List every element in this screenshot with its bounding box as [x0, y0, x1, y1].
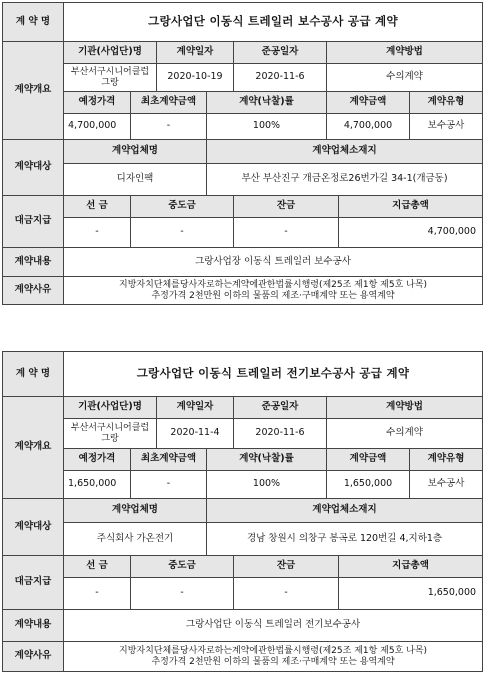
balance-header: 잔금 [234, 196, 339, 218]
company-address-value: 경남 창원시 의창구 봉곡로 120번길 4,지하1층 [207, 523, 483, 556]
agency-value: 부산서구시니어클럽 그랑 [64, 64, 157, 92]
content-label: 계약내용 [3, 248, 64, 277]
agency-header: 기관(사업단)명 [64, 397, 157, 419]
rate-value: 100% [207, 471, 327, 499]
interim-header: 중도금 [131, 196, 234, 218]
type-value: 보수공사 [410, 114, 483, 140]
agency-value: 부산서구시니어클럽 그랑 [64, 419, 157, 449]
min-amount-value: - [131, 471, 207, 499]
contract-table-1 [2, 2, 483, 305]
agency-header: 기관(사업단)명 [64, 42, 157, 64]
reason-label: 계약사유 [3, 642, 64, 672]
total-paid-header: 지급총액 [339, 196, 483, 218]
reason-value [64, 642, 483, 672]
contract-name-label: 계 약 명 [3, 3, 64, 42]
completion-date-value: 2020-11-6 [234, 64, 327, 92]
overview-label: 계약개요 [3, 397, 64, 499]
contract-date-header: 계약일자 [157, 42, 234, 64]
payment-label: 대금지급 [3, 196, 64, 248]
completion-date-header: 준공일자 [234, 397, 327, 419]
amount-header: 계약금액 [327, 449, 410, 471]
contract-date-value: 2020-10-19 [157, 64, 234, 92]
type-header: 계약유형 [410, 449, 483, 471]
rate-header: 계약(낙찰)률 [207, 449, 327, 471]
reason-line-2: 추정가격 2천만원 이하의 물품의 제조·구매계약 또는 용역계약 [151, 290, 395, 301]
rate-header: 계약(낙찰)률 [207, 92, 327, 114]
interim-value: - [131, 218, 234, 248]
reason-line-1: 지방자치단체를당사자로하는계약에관한법률시행령(제25조 제1항 제5호 나목) [119, 280, 428, 291]
estimated-price-value: 1,650,000 [64, 471, 131, 499]
rate-value: 100% [207, 114, 327, 140]
method-value: 수의계약 [327, 419, 483, 449]
amount-value: 1,650,000 [327, 471, 410, 499]
advance-value: - [64, 578, 131, 610]
target-label: 계약대상 [3, 140, 64, 196]
balance-value: - [234, 578, 339, 610]
method-value: 수의계약 [327, 64, 483, 92]
interim-header: 중도금 [131, 556, 234, 578]
reason-label: 계약사유 [3, 277, 64, 305]
interim-value: - [131, 578, 234, 610]
reason-line-2: 추정가격 2천만원 이하의 물품의 제조·구매계약 또는 용역계약 [151, 656, 395, 667]
company-header: 계약업체명 [64, 140, 207, 164]
contract-date-header: 계약일자 [157, 397, 234, 419]
target-label: 계약대상 [3, 499, 64, 556]
balance-value: - [234, 218, 339, 248]
completion-date-header: 준공일자 [234, 42, 327, 64]
balance-header: 잔금 [234, 556, 339, 578]
min-amount-header: 최초계약금액 [131, 449, 207, 471]
company-header: 계약업체명 [64, 499, 207, 523]
payment-label: 대금지급 [3, 556, 64, 610]
contract-name-label: 계 약 명 [3, 352, 64, 397]
estimated-price-header: 예정가격 [64, 449, 131, 471]
reason-value [64, 277, 483, 305]
company-address-header: 계약업체소재지 [207, 499, 483, 523]
type-value: 보수공사 [410, 471, 483, 499]
advance-header: 선 금 [64, 196, 131, 218]
content-label: 계약내용 [3, 610, 64, 642]
reason-line-1: 지방자치단체를당사자로하는계약에관한법률시행령(제25조 제1항 제5호 나목) [119, 646, 428, 657]
method-header: 계약방법 [327, 397, 483, 419]
contract-title: 그랑사업단 이동식 트레일러 보수공사 공급 계약 [64, 3, 483, 42]
min-amount-header: 최초계약금액 [131, 92, 207, 114]
contract-title: 그랑사업단 이동식 트레일러 전기보수공사 공급 계약 [64, 352, 483, 397]
company-value: 주식회사 가온전기 [64, 523, 207, 556]
total-paid-header: 지급총액 [339, 556, 483, 578]
estimated-price-value: 4,700,000 [64, 114, 131, 140]
advance-value: - [64, 218, 131, 248]
overview-label: 계약개요 [3, 42, 64, 140]
total-paid-value: 1,650,000 [339, 578, 483, 610]
method-header: 계약방법 [327, 42, 483, 64]
type-header: 계약유형 [410, 92, 483, 114]
contract-table-2 [2, 351, 483, 672]
total-paid-value: 4,700,000 [339, 218, 483, 248]
amount-header: 계약금액 [327, 92, 410, 114]
min-amount-value: - [131, 114, 207, 140]
content-value: 그랑사업장 이동식 트레일러 보수공사 [64, 248, 483, 277]
company-address-header: 계약업체소재지 [207, 140, 483, 164]
estimated-price-header: 예정가격 [64, 92, 131, 114]
company-address-value: 부산 부산진구 개금온정로26번가길 34-1(개금동) [207, 164, 483, 196]
contract-date-value: 2020-11-4 [157, 419, 234, 449]
completion-date-value: 2020-11-6 [234, 419, 327, 449]
content-value: 그랑사업단 이동식 트레일러 전기보수공사 [64, 610, 483, 642]
amount-value: 4,700,000 [327, 114, 410, 140]
company-value: 디자인팩 [64, 164, 207, 196]
advance-header: 선 금 [64, 556, 131, 578]
